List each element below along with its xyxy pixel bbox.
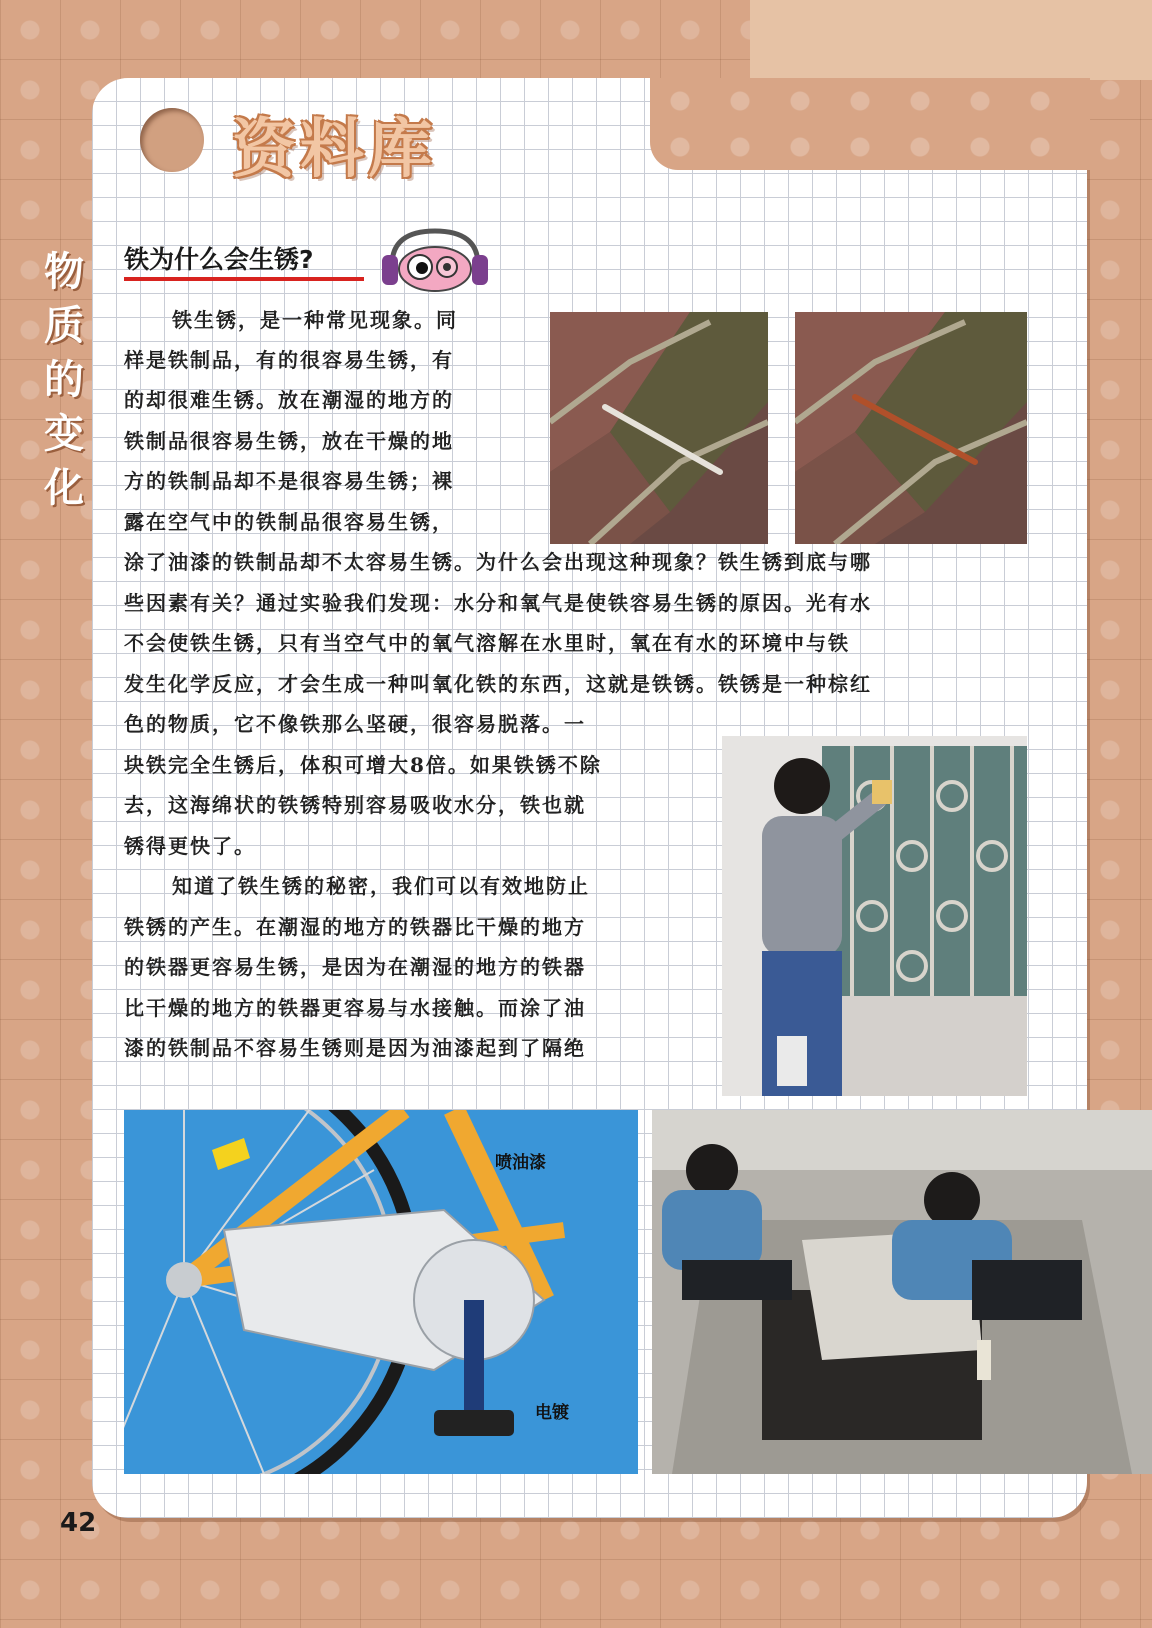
paragraph-2-line-1: 知道了铁生锈的秘密，我们可以有效地防止 xyxy=(172,874,590,898)
section-banner-title: 资料库 xyxy=(232,112,436,187)
photo-painting-window-grille xyxy=(722,736,1027,1096)
paragraph-1-line-3: 的却很难生锈。放在潮湿的地方的 xyxy=(124,388,454,412)
paragraph-1-line-7: 涂了油漆的铁制品却不太容易生锈。为什么会出现这种现象？铁生锈到底与哪 xyxy=(124,550,872,574)
paragraph-1-line-6: 露在空气中的铁制品很容易生锈， xyxy=(124,510,454,534)
paragraph-1-line-13: 去，这海绵状的铁锈特别容易吸收水分，铁也就 xyxy=(124,793,586,817)
chapter-char: 质 xyxy=(44,303,84,349)
top-decor-band xyxy=(750,0,1152,80)
paragraph-2-line-5: 漆的铁制品不容易生锈则是因为油漆起到了隔绝 xyxy=(124,1036,586,1060)
chapter-side-label xyxy=(40,245,88,515)
paragraph-1-line-14: 锈得更快了。 xyxy=(124,834,256,858)
paragraph-1-line-1: 铁生锈，是一种常见现象。同 xyxy=(172,308,458,332)
paragraph-1-line-11: 色的物质，它不像铁那么坚硬，很容易脱落。一 xyxy=(124,712,586,736)
paragraph-1-line-4: 铁制品很容易生锈，放在干燥的地 xyxy=(124,429,454,453)
paragraph-1-line-8: 些因素有关？通过实验我们发现：水分和氧气是使铁容易生锈的原因。光有水 xyxy=(124,591,872,615)
paragraph-1-line-5: 方的铁制品却不是很容易生锈；裸 xyxy=(124,469,454,493)
paragraph-2-line-4: 比干燥的地方的铁器更容易与水接触。而涂了油 xyxy=(124,996,586,1020)
chapter-char: 物 xyxy=(44,249,84,295)
paragraph-2-line-3: 的铁器更容易生锈，是因为在潮湿的地方的铁器 xyxy=(124,955,586,979)
puzzle-tab-decor xyxy=(650,78,1090,170)
photo-clean-nail-on-brick xyxy=(550,312,768,544)
photo-rusty-nail-on-brick xyxy=(795,312,1027,544)
article-heading: 铁为什么会生锈? xyxy=(124,245,314,274)
chapter-char: 化 xyxy=(44,465,84,511)
paragraph-1-line-10: 发生化学反应，才会生成一种叫氧化铁的东西，这就是铁锈。铁锈是一种棕红 xyxy=(124,672,872,696)
headphone-mascot-icon xyxy=(380,225,490,295)
label-electroplating: 电镀 xyxy=(535,1403,569,1423)
chapter-char: 的 xyxy=(44,357,84,403)
chapter-char: 变 xyxy=(44,411,84,457)
label-spray-paint: 喷油漆 xyxy=(495,1153,546,1173)
binder-hole-icon xyxy=(140,108,204,172)
paragraph-1-line-12: 块铁完全生锈后，体积可增大8倍。如果铁锈不除 xyxy=(124,753,602,777)
paragraph-1-line-9: 不会使铁生锈，只有当空气中的氧气溶解在水里时，氧在有水的环境中与铁 xyxy=(124,631,850,655)
paragraph-1-line-2: 样是铁制品，有的很容易生锈，有 xyxy=(124,348,454,372)
paragraph-2-line-2: 铁锈的产生。在潮湿的地方的铁器比干燥的地方 xyxy=(124,915,586,939)
page-number: 42 xyxy=(60,1508,97,1538)
photo-workers-painting-manhole xyxy=(652,1110,1152,1474)
heading-underline xyxy=(124,277,364,281)
